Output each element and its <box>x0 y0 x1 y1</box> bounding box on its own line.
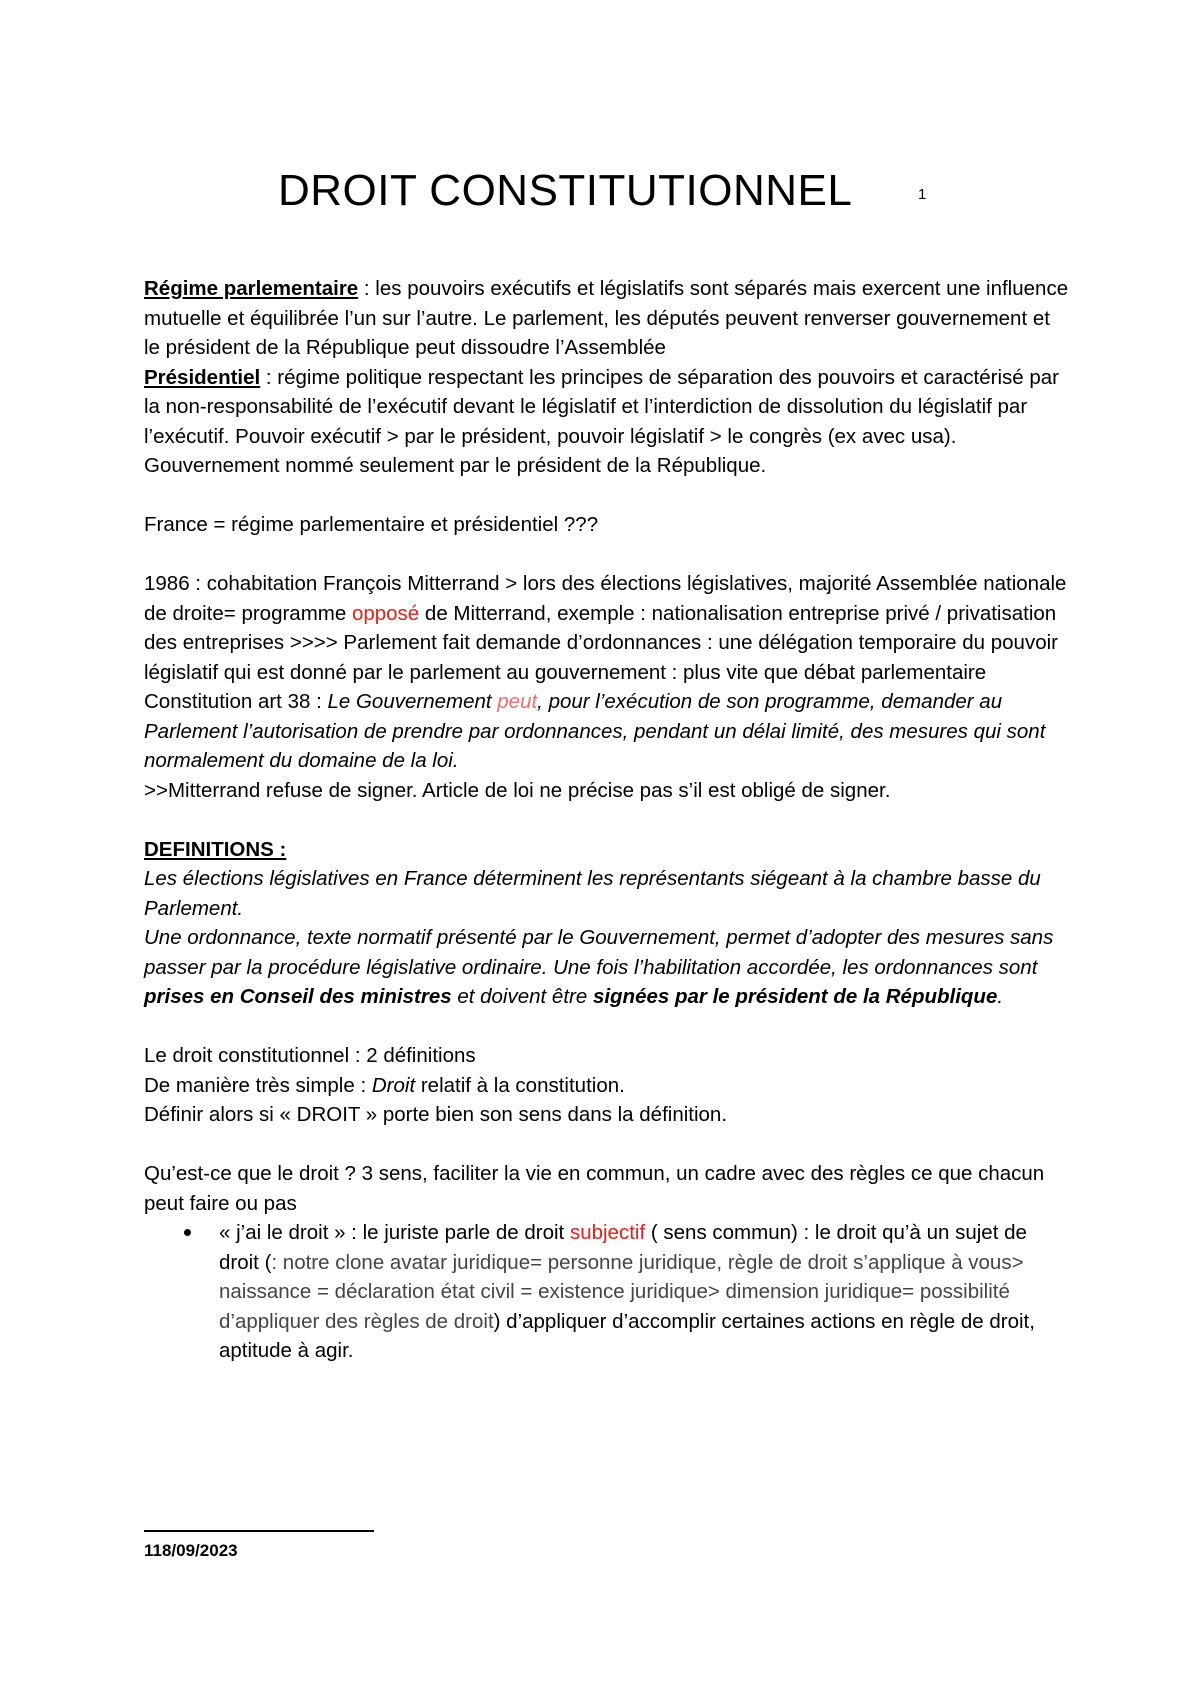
highlight-peut: peut <box>497 690 538 713</box>
footnote-text: 118/09/2023 <box>144 1541 238 1560</box>
definition-text: : les pouvoirs exécutifs et législatifs sont séparés mais exercent une influence mutuelle et équilibrée l’un sur l’autre. Le parlement, les députés peuvent renverser gouvernement et le président de la République peut dissoudre l’Assemblée <box>144 277 1069 359</box>
highlight-oppose: opposé <box>351 601 420 625</box>
paragraph-presidentiel <box>144 363 1069 481</box>
highlight-subjectif: subjectif <box>569 1221 646 1244</box>
paragraph-mitterrand-refuse: >>Mitterrand refuse de signer. Article de loi ne précise pas s’il est obligé de signer. <box>144 778 891 802</box>
definition-ordonnance: Une ordonnance, texte normatif présenté par le Gouvernement, permet d’adopter des mesures sans passer par la procédure législative ordinaire. Une fois l’habilitation accordée, les ordonnances sont prises en Conseil des ministres et doivent être signées par le président de la République. <box>144 926 1054 1008</box>
paragraph-quest-ce-que-le-droit: Qu’est-ce que le droit ? 3 sens, faciliter la vie en commun, un cadre avec des règles ce que chacun peut faire ou pas <box>144 1162 1045 1215</box>
definition-text: : régime politique respectant les principes de séparation des pouvoirs et caractérisé par la non-responsabilité de l’exécutif devant le législatif et l’interdiction de dissolution du législatif par l’exécutif. Pouvoir exécutif > par le président, pouvoir législatif > le congrès (ex avec usa). Gouvernement nommé seulement par le président de la République. <box>144 365 1060 477</box>
paragraph-regime-parlementaire <box>144 274 1069 363</box>
paragraph-france: France = régime parlementaire et présidentiel ??? <box>144 513 599 536</box>
bullet-icon <box>184 1229 191 1236</box>
definition-elections: Les élections législatives en France déterminent les représentants siégeant à la chambre basse du Parlement. <box>144 867 1041 920</box>
paragraph-maniere-simple: De manière très simple : Droit relatif à la constitution. <box>144 1073 625 1097</box>
document-title: DROIT CONSTITUTIONNEL <box>278 166 853 215</box>
document-body <box>144 274 1069 1366</box>
term-presidentiel: Présidentiel <box>144 365 261 389</box>
paragraph-droit-constitutionnel: Le droit constitutionnel : 2 définitions <box>144 1044 476 1067</box>
list-item: « j’ai le droit » : le juriste parle de droit subjectif ( sens commun) : le droit qu’à un sujet de droit (: notre clone avatar juridique= personne juridique, règle de droit s’applique à vous> naissance = déclaration état civil = existence juridique> dimension juridique= possibilité d’appliquer des règles de droit) d’appliquer d’accomplir certaines actions en règle de droit, aptitude à agir. <box>144 1218 1069 1366</box>
bullet-list <box>144 1218 1069 1366</box>
aside-text: : notre clone avatar juridique= personne juridique, règle de droit s’applique à vous> naissance = déclaration état civil = existence juridique> dimension juridique= possibilité d’appliquer des règles de droit <box>219 1250 1024 1333</box>
footnote-divider <box>144 1530 374 1532</box>
definitions-heading: DEFINITIONS : <box>144 837 287 861</box>
paragraph-definir: Définir alors si « DROIT » porte bien son sens dans la définition. <box>144 1103 728 1126</box>
term-regime-parlementaire: Régime parlementaire <box>144 277 359 300</box>
paragraph-article-38: Constitution art 38 : Le Gouvernement peut, pour l’exécution de son programme, demander au Parlement l’autorisation de prendre par ordonnances, pendant un délai limité, des mesures qui sont normalement du domaine de la loi. <box>144 690 1046 772</box>
footnote-reference: 1 <box>918 186 927 203</box>
paragraph-cohabitation: 1986 : cohabitation François Mitterrand > lors des élections législatives, majorité Assemblée nationale de droite= programme opposé de Mitterrand, exemple : nationalisation entreprise privé / privatisation des entreprises >>>> Parlement fait demande d’ordonnances : une délégation temporaire du pouvoir législatif qui est donné par le parlement au gouvernement : plus vite que débat parlementaire <box>144 572 1067 684</box>
